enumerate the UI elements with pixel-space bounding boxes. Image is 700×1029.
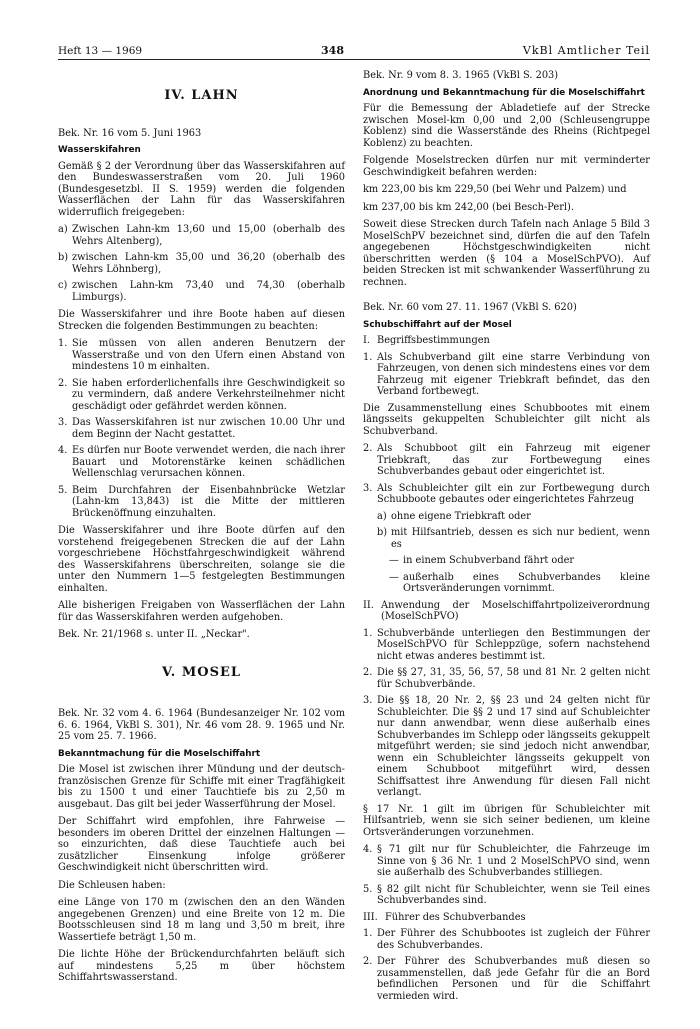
paragraph: Für die Bemessung der Abladetiefe auf der Strecke zwischen Mosel-km 0,00 und 2,00 (Schleusengruppe Koblenz) sind die Wasserstände des Rheins (Richtpegel Koblenz) zu beachten. [363, 103, 650, 149]
section-item: I. Begriffsbestimmungen [363, 335, 490, 346]
list-item: a) ohne eigene Triebkraft oder [377, 510, 531, 522]
page-number: 348 [321, 44, 344, 57]
list-item: 1. Als Schubverband gilt eine starre Verbindung von Fahrzeugen, von denen sich mindestens eines vor dem Fahrzeug mit eigener Triebkraft befindet, das den Verband fortbewegt. [363, 351, 650, 397]
list-item: 5. § 82 gilt nicht für Schubleichter, wenn sie Teil eines Schubverbandes sind. [363, 883, 650, 906]
list-item: — außerhalb eines Schubverbandes kleine Ortsveränderungen vornimmt. [389, 571, 650, 594]
list-item: 1. Schubverbände unterliegen den Bestimmungen der MoselSchPVO für Schleppzüge, sofern nachstehend nicht etwas anderes bestimmt ist. [363, 627, 650, 662]
paragraph: Die Zusammenstellung eines Schubbootes mit einem längsseits gekuppelten Schubleichter gilt nicht als Schubverband. [363, 402, 650, 437]
paragraph: Alle bisherigen Freigaben von Wasserflächen der Lahn für das Wasserskifahren werden aufgehoben. [58, 600, 345, 623]
announcement-ref: Bek. Nr. 60 vom 27. 11. 1967 (VkBl S. 620) [363, 302, 577, 313]
subheading: Wasserskifahren [58, 145, 141, 155]
list-item: 1. Der Führer des Schubbootes ist zugleich der Führer des Schubverbandes. [363, 928, 650, 951]
paragraph: Die Mosel ist zwischen ihrer Mündung und der deutsch-französischen Grenze für Schiffe mit einer Tragfähigkeit bis zu 1500 t und einer Tauchtiefe bis zu 2,50 m ausgebaut. Das gilt bei jeder Wasserführung der Mosel. [58, 764, 345, 810]
paragraph: Folgende Moselstrecken dürfen nur mit verminderter Geschwindigkeit befahren werden: [363, 155, 650, 178]
subheading: Anordnung und Bekanntmachung für die Moselschiffahrt [363, 87, 645, 98]
list-item: — in einem Schubverband fährt oder [389, 555, 575, 566]
list-item: 1. Sie müssen von allen anderen Benutzern der Wasserstraße und von den Ufern einen Abstand von mindestens 10 m einhalten. [58, 338, 345, 372]
paragraph: eine Länge von 170 m (zwischen den an den Wänden angegebenen Grenzen) und eine Breite von 12 m. Die Bootsschleusen sind 18 m lang und 3,50 m breit, ihre Wassertiefe beträgt 1,50 m. [58, 897, 345, 943]
announcement-ref: Bek. Nr. 32 vom 4. 6. 1964 (Bundesanzeiger Nr. 102 vom 6. 6. 1964, VkBl S. 301), Nr. 46 vom 28. 9. 1965 und Nr. 25 vom 25. 7. 1966. [58, 708, 345, 742]
paragraph: Die lichte Höhe der Brückendurchfahrten beläuft sich auf mindestens 5,25 m über höchstem Schiffahrtswasserstand. [58, 949, 345, 983]
left-column [58, 70, 345, 1007]
list-item: 3. Das Wasserskifahren ist nur zwischen 10.00 Uhr und dem Beginn der Nacht gestattet. [58, 417, 345, 440]
paragraph: Gemäß § 2 der Verordnung über das Wasserskifahren auf den Bundeswasserstraßen vom 20. Juli 1960 (Bundesgesetzbl. II S. 1959) werden die folgenden Wasserflächen der Lahn für das Wasserskifahren widerruflich freigegeben: [58, 160, 345, 218]
list-item: 2. Der Führer des Schubverbandes muß diesen so zusammenstellen, daß jede Gefahr für die an Bord befindlichen Personen und für die Schiffahrt vermieden wird. [363, 956, 650, 1002]
announcement-ref: Bek. Nr. 21/1968 s. unter II. „Neckar". [58, 629, 250, 640]
list-item: 5. Beim Durchfahren der Eisenbahnbrücke Wetzlar (Lahn-km 13,843) ist die Mitte der mittleren Brückenöffnung einzuhalten. [58, 484, 345, 519]
paragraph: § 17 Nr. 1 gilt im übrigen für Schubleichter mit Hilfsantrieb, wenn sie sich seiner bedienen, um kleine Ortsveränderungen vorzunehmen. [363, 803, 650, 838]
area-list [58, 224, 345, 303]
list-item: b) zwischen Lahn-km 35,00 und 36,20 (oberhalb des Wehrs Löhnberg), [58, 252, 345, 275]
paragraph: Die Wasserskifahrer und ihre Boote dürfen auf den vorstehend freigegebenen Strecken die auf der Lahn vorgeschriebene Höchstfahrgeschwindigkeit während des Wasserskifahrens überschreiten, solange sie die unter den Nummern 1—5 festgelegten Bestimmungen einhalten. [58, 525, 345, 594]
paragraph: Der Schiffahrt wird empfohlen, ihre Fahrweise — besonders im oberen Drittel der einzelnen Haltungen — so einzurichten, daß diese Tauchtiefe auch bei zusätzlicher Einsenkung infolge größerer Geschwindigkeit nicht überschritten wird. [58, 816, 345, 873]
list-item: 2. Als Schubboot gilt ein Fahrzeug mit eigener Triebkraft, das zur Fortbewegung eines Schubverbandes gebaut oder eingerichtet ist. [363, 443, 650, 477]
section-heading-mosel: V. MOSEL [161, 664, 242, 680]
section-heading-lahn: IV. LAHN [164, 88, 239, 103]
paragraph: Die Schleusen haben: [58, 879, 166, 891]
paragraph: Soweit diese Strecken durch Tafeln nach Anlage 5 Bild 3 MoselSchPV bezeichnet sind, dürfen die auf den Tafeln angegebenen Höchstgeschwindigkeiten nicht überschritten werden (§ 104 a MoselSchPVO). Auf beiden Strecken ist mit schwankender Wasserführung zu rechnen. [363, 219, 650, 288]
list-item: 4. Es dürfen nur Boote verwendet werden, die nach ihrer Bauart und Motorenstärke keinen schädlichen Wellenschlag verursachen können. [58, 445, 345, 479]
issue-label: Heft 13 — 1969 [58, 45, 143, 57]
subheading: Schubschiffahrt auf der Mosel [363, 319, 512, 330]
list-item: 2. Sie haben erforderlichenfalls ihre Geschwindigkeit so zu vermindern, daß andere Verkehrsteilnehmer nicht geschädigt oder gefährdet werden können. [58, 377, 345, 412]
list-item: b) mit Hilfsantrieb, dessen es sich nur bedient, wenn es [377, 527, 650, 550]
list-item: 2. Die §§ 27, 31, 35, 56, 57, 58 und 81 Nr. 2 gelten nicht für Schubverbände. [363, 667, 650, 690]
rules-list [58, 338, 345, 519]
announcement-ref: Bek. Nr. 16 vom 5. Juni 1963 [58, 127, 202, 139]
km-range: km 237,00 bis km 242,00 (bei Besch-Perl). [363, 201, 574, 213]
right-column [363, 70, 650, 1007]
list-item: 3. Als Schubleichter gilt ein zur Fortbewegung durch Schubboote gebautes oder eingerichtetes Fahrzeug [363, 482, 650, 505]
page-header [58, 44, 650, 60]
km-range: km 223,00 bis km 229,50 (bei Wehr und Palzem) und [363, 184, 627, 195]
subheading: Bekanntmachung für die Moselschiffahrt [58, 748, 261, 759]
publication-label: VkBl Amtlicher Teil [522, 44, 650, 57]
section-item: II. Anwendung der Moselschiffahrtpolizeiverordnung (MoselSchPVO) [363, 599, 650, 622]
list-item: a) Zwischen Lahn-km 13,60 und 15,00 (oberhalb des Wehrs Altenberg), [58, 224, 345, 247]
announcement-ref: Bek. Nr. 9 vom 8. 3. 1965 (VkBl S. 203) [363, 70, 559, 81]
section-item: III. Führer des Schubverbandes [363, 911, 526, 923]
paragraph: Die Wasserskifahrer und ihre Boote haben auf diesen Strecken die folgenden Bestimmungen zu beachten: [58, 309, 345, 332]
list-item: 3. Die §§ 18, 20 Nr. 2, §§ 23 und 24 gelten nicht für Schubleichter. Die §§ 2 und 17 sind auf Schubleichter nur dann anwendbar, wenn diese außerhalb eines Schubverbandes im Schlepp oder längsseits gekuppelt mitgeführt werden; sie sind jedoch nicht anwendbar, wenn ein Schubleichter längsseits gekuppelt von einem Schubboot mitgeführt wird, dessen Schiffsattest ihre Anwendung für diesen Fall nicht verlangt. [363, 695, 650, 798]
list-item: c) zwischen Lahn-km 73,40 und 74,30 (oberhalb Limburgs). [58, 280, 345, 303]
list-item: 4. § 71 gilt nur für Schubleichter, die Fahrzeuge im Sinne von § 36 Nr. 1 und 2 MoselSchPVO sind, wenn sie außerhalb des Schubverbandes stilliegen. [363, 844, 650, 878]
